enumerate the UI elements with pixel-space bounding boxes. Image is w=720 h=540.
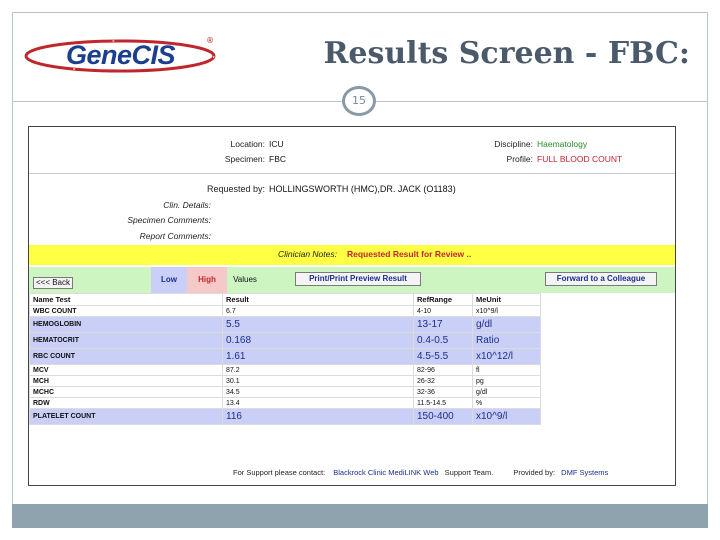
forward-colleague-button[interactable]: Forward to a Colleague xyxy=(545,272,657,286)
genecis-logo xyxy=(22,34,218,78)
table-row-flagged[interactable] xyxy=(30,409,541,425)
table-row[interactable] xyxy=(30,387,541,398)
table-row-flagged[interactable] xyxy=(30,333,541,349)
result-cell: 5.5 xyxy=(223,317,414,333)
provided-by-label: Provided by: xyxy=(513,468,556,477)
print-preview-button[interactable]: Print/Print Preview Result xyxy=(295,272,421,286)
table-row-flagged[interactable] xyxy=(30,349,541,365)
requested-by-label: Requested by: xyxy=(206,184,265,194)
logo-registered-mark: ® xyxy=(206,36,214,45)
unit-cell: fl xyxy=(473,365,541,376)
results-screen xyxy=(28,126,676,486)
table-row[interactable] xyxy=(30,365,541,376)
profile-value: FULL BLOOD COUNT xyxy=(537,154,623,164)
profile-label: Profile: xyxy=(506,154,533,164)
test-name-cell: RDW xyxy=(30,398,223,409)
slide-number: 15 xyxy=(342,86,376,116)
discipline-label: Discipline: xyxy=(494,139,533,149)
location-label: Location: xyxy=(230,139,265,149)
clinician-notes-label: Clinician Notes: xyxy=(277,249,337,259)
support-suffix: Support Team. xyxy=(444,468,494,477)
test-name-cell: WBC COUNT xyxy=(30,306,223,317)
back-button[interactable]: <<< Back xyxy=(33,277,73,289)
col-result: Result xyxy=(223,294,414,306)
result-cell: 34.5 xyxy=(223,387,414,398)
specimen-value: FBC xyxy=(269,154,286,164)
specimen-comments-label: Specimen Comments: xyxy=(127,215,211,225)
test-name-cell: MCH xyxy=(30,376,223,387)
report-comments-label: Report Comments: xyxy=(139,231,211,241)
unit-cell: % xyxy=(473,398,541,409)
ref-range-cell: 32-36 xyxy=(414,387,473,398)
slide-title: Results Screen - FBC: xyxy=(323,36,690,71)
slide-footer-bar xyxy=(12,504,708,528)
ref-range-cell: 0.4-0.5 xyxy=(414,333,473,349)
requested-by-value: HOLLINGSWORTH (HMC),DR. JACK (O1183) xyxy=(269,184,456,194)
discipline-value: Haematology xyxy=(537,139,588,149)
ref-range-cell: 4-10 xyxy=(414,306,473,317)
col-unit: MeUnit xyxy=(473,294,541,306)
result-cell: 30.1 xyxy=(223,376,414,387)
unit-cell: g/dl xyxy=(473,317,541,333)
result-cell: 87.2 xyxy=(223,365,414,376)
unit-cell: x10^9/l xyxy=(473,306,541,317)
ref-range-cell: 13-17 xyxy=(414,317,473,333)
test-name-cell: HEMATOCRIT xyxy=(30,333,223,349)
legend-values: Values xyxy=(233,275,257,284)
test-name-cell: HEMOGLOBIN xyxy=(30,317,223,333)
logo-text: GeneCIS xyxy=(66,40,176,70)
support-prefix: For Support please contact: xyxy=(233,468,326,477)
table-row-flagged[interactable] xyxy=(30,317,541,333)
table-row[interactable] xyxy=(30,376,541,387)
test-name-cell: PLATELET COUNT xyxy=(30,409,223,425)
test-name-cell: MCHC xyxy=(30,387,223,398)
ref-range-cell: 82-96 xyxy=(414,365,473,376)
clin-details-label: Clin. Details: xyxy=(163,200,211,210)
specimen-label: Specimen: xyxy=(224,154,265,164)
table-row[interactable] xyxy=(30,398,541,409)
clinician-notes-value: Requested Result for Review .. xyxy=(347,249,472,259)
ref-range-cell: 11.5-14.5 xyxy=(414,398,473,409)
test-name-cell: RBC COUNT xyxy=(30,349,223,365)
unit-cell: x10^9/l xyxy=(473,409,541,425)
support-link[interactable]: Blackrock Clinic MediLINK Web xyxy=(333,468,439,477)
result-cell: 1.61 xyxy=(223,349,414,365)
results-header-row xyxy=(30,294,541,306)
provider-link[interactable]: DMF Systems xyxy=(561,468,609,477)
table-row[interactable] xyxy=(30,306,541,317)
results-table xyxy=(29,293,541,425)
unit-cell: g/dl xyxy=(473,387,541,398)
col-name-test: Name Test xyxy=(30,294,223,306)
unit-cell: pg xyxy=(473,376,541,387)
location-value: ICU xyxy=(269,139,284,149)
patient-info-block xyxy=(29,127,675,174)
result-cell: 13.4 xyxy=(223,398,414,409)
col-ref-range: RefRange xyxy=(414,294,473,306)
unit-cell: Ratio xyxy=(473,333,541,349)
support-footer xyxy=(233,468,608,477)
result-cell: 0.168 xyxy=(223,333,414,349)
legend-high: High xyxy=(187,267,227,293)
result-cell: 116 xyxy=(223,409,414,425)
ref-range-cell: 150-400 xyxy=(414,409,473,425)
ref-range-cell: 4.5-5.5 xyxy=(414,349,473,365)
test-name-cell: MCV xyxy=(30,365,223,376)
unit-cell: x10^12/l xyxy=(473,349,541,365)
result-cell: 6.7 xyxy=(223,306,414,317)
legend-low: Low xyxy=(151,267,187,293)
clinician-notes-bar xyxy=(29,245,675,265)
ref-range-cell: 26-32 xyxy=(414,376,473,387)
